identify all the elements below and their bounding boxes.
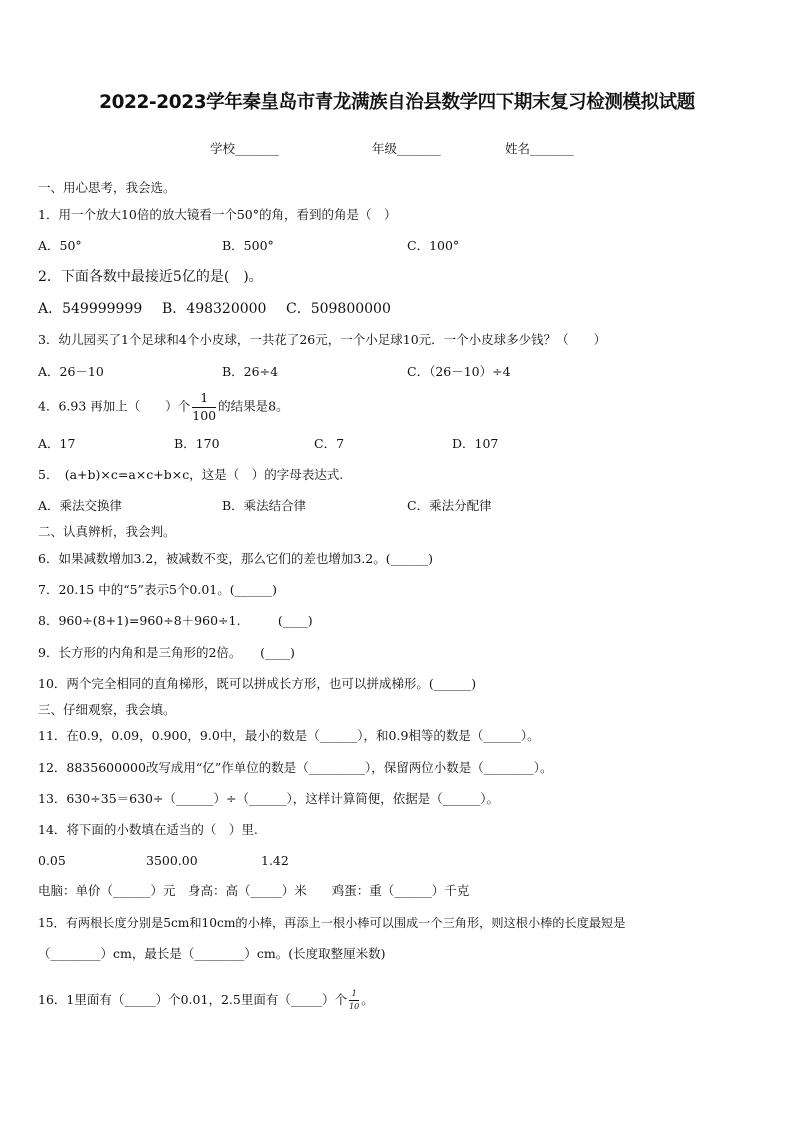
question-6: 6．如果减数增加3.2，被减数不变，那么它们的差也增加3.2。(______) [38,551,433,566]
question-2-option-c: C．509800000 [286,301,391,317]
fraction-numerator: 1 [200,390,209,405]
name-field: 姓名_______ [505,141,574,156]
question-16-fraction [349,990,359,1011]
fraction-denominator: 100 [192,407,217,423]
question-15: 15．有两根长度分别是5cm和10cm的小棒，再添上一根小棒可以围成一个三角形，则这根小棒的长度最短是 [38,916,626,930]
question-16-text-after: 。 [361,992,374,1007]
question-14: 14．将下面的小数填在适当的（ ）里. [38,822,258,837]
grade-field: 年级_______ [372,141,441,156]
fraction-denominator: 10 [349,1002,360,1011]
question-4-text-after: 的结果是8。 [218,398,289,414]
question-14-value-3: 1.42 [261,853,289,868]
question-9: 9．长方形的内角和是三角形的2倍。 (____) [38,645,295,660]
question-3: 3．幼儿园买了1个足球和4个小皮球，一共花了26元，一个小足球10元．一个小皮球多少钱？（ ） [38,332,607,347]
question-8: 8．960÷(8+1)=960÷8＋960÷1. (____) [38,613,313,628]
question-2-option-b: B．498320000 [162,301,267,317]
question-4-text: 4．6.93 再加上（ ）个 [38,398,191,414]
question-11: 11．在0.9，0.09，0.900，9.0中，最小的数是（______），和0.9相等的数是（______）。 [38,728,540,743]
question-7: 7．20.15 中的“5”表示5个0.01。(______) [38,582,277,597]
fraction-numerator: 1 [351,989,357,998]
section-heading-2: 二、认真辨析，我会判。 [38,524,176,539]
question-4-option-a: A．17 [38,436,76,451]
question-1-option-a: A．50° [38,238,82,253]
question-4-option-c: C．7 [314,436,345,451]
question-3-option-c: C．（26－10）÷4 [407,364,511,379]
question-5-option-b: B．乘法结合律 [222,498,307,513]
question-14-value-1: 0.05 [38,853,66,868]
school-field: 学校_______ [210,141,279,156]
question-2-option-a: A．549999999 [38,301,143,317]
question-1: 1．用一个放大10倍的放大镜看一个50°的角，看到的角是（ ） [38,207,397,222]
question-10: 10．两个完全相同的直角梯形，既可以拼成长方形，也可以拼成梯形。(______) [38,676,477,691]
question-14-value-2: 3500.00 [146,853,198,868]
question-3-option-b: B．26÷4 [222,364,279,379]
section-heading-3: 三、仔细观察，我会填。 [38,702,176,717]
question-16-text: 16．1里面有（_____）个0.01，2.5里面有（_____）个 [38,992,348,1007]
question-2: 2．下面各数中最接近5亿的是( )。 [38,269,263,285]
question-3-option-a: A．26－10 [38,364,104,379]
question-5: 5． (a+b)×c=a×c+b×c，这是（ ）的字母表达式. [38,467,344,482]
question-5-option-c: C．乘法分配律 [407,498,492,513]
question-4-fraction [192,392,216,422]
question-1-option-b: B．500° [222,238,274,253]
question-4 [38,392,289,422]
question-4-option-d: D．107 [452,436,499,451]
section-heading-1: 一、用心思考，我会选。 [38,180,176,195]
question-16 [38,990,374,1011]
question-14-fill: 电脑：单价（______）元 身高：高（_____）米 鸡蛋：重（______）千克 [38,883,470,898]
page-title: 2022-2023学年秦皇岛市青龙满族自治县数学四下期末复习检测模拟试题 [99,92,695,113]
question-15-continued: （________）cm，最长是（________）cm。(长度取整厘米数) [38,946,386,961]
question-13: 13．630÷35＝630÷（______）÷（______），这样计算简便，依据是（______）。 [38,791,499,806]
question-5-option-a: A．乘法交换律 [38,498,123,513]
question-4-option-b: B．170 [174,436,220,451]
question-12: 12．8835600000改写成用“亿”作单位的数是（_________），保留两位小数是（________）。 [38,760,553,775]
question-1-option-c: C．100° [407,238,460,253]
